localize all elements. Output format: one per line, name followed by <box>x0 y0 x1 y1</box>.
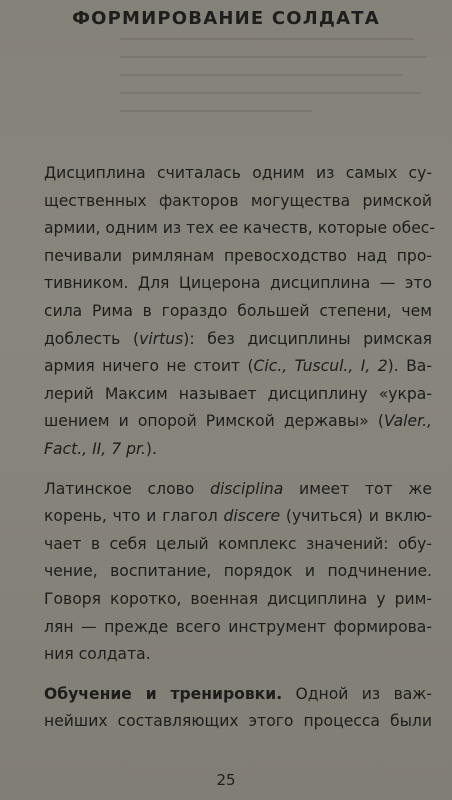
italic-text: Fact., II, 7 pr. <box>44 439 146 458</box>
text-segment: ): без дисциплины римская <box>183 329 433 348</box>
text-line <box>20 436 432 464</box>
text-segment: имеет тот же <box>283 479 433 498</box>
text-segment: лян — прежде всего инструмент формирова- <box>44 617 432 636</box>
italic-text: virtus <box>139 329 184 348</box>
paragraph <box>20 160 436 464</box>
text-segment: доблесть ( <box>44 329 140 348</box>
paragraph <box>20 681 432 736</box>
text-line <box>20 270 432 298</box>
text-segment: нейших составляющих этого процесса были <box>44 712 432 731</box>
text-line <box>20 476 432 504</box>
text-segment: Латинское слово <box>44 479 211 498</box>
text-line <box>20 160 432 188</box>
italic-text: discere <box>223 507 281 526</box>
text-segment: чает в себя целый комплекс значений: обу- <box>44 534 432 553</box>
running-header: ФОРМИРОВАНИЕ СОЛДАТА <box>72 8 380 29</box>
text-segment: сила Рима в гораздо большей степени, чем <box>44 301 432 320</box>
text-line <box>20 641 432 669</box>
text-line <box>20 586 432 614</box>
text-line <box>20 243 432 271</box>
text-segment: армия ничего не стоит ( <box>44 357 254 376</box>
paragraph <box>20 476 432 669</box>
text-line <box>20 708 432 736</box>
text-segment: чение, воспитание, порядок и подчинение. <box>44 562 432 581</box>
text-line <box>20 381 432 409</box>
bold-heading: Обучение и тренировки. <box>44 684 283 703</box>
italic-text: Cic., Tuscul., I, 2 <box>253 357 388 376</box>
text-segment: корень, что и глагол <box>44 507 224 526</box>
text-segment: ). <box>145 439 157 458</box>
text-line <box>20 503 432 531</box>
text-segment: Дисциплина считалась одним из самых су- <box>44 164 432 182</box>
text-segment: шением и опорой Римской державы» ( <box>44 412 384 431</box>
text-line <box>20 298 432 326</box>
body-text <box>20 160 436 736</box>
text-segment: печивали римлянам превосходство над про- <box>44 246 432 265</box>
text-segment: лерий Максим называет дисциплину «укра- <box>44 384 432 403</box>
text-line <box>20 408 432 436</box>
text-segment: ). Ва- <box>387 357 432 376</box>
page-number: 25 <box>216 771 236 789</box>
text-segment: (учиться) и вклю- <box>280 507 432 526</box>
text-segment: тивником. Для Цицерона дисциплина — это <box>44 274 432 293</box>
text-segment: армии, одним из тех ее качеств, которые обес- <box>44 219 436 238</box>
bleed-through-text <box>120 38 440 138</box>
text-line <box>20 215 436 243</box>
text-line <box>20 531 432 559</box>
italic-text: disciplina <box>210 479 284 498</box>
text-line <box>20 558 432 586</box>
text-segment: щественных факторов могущества римской <box>44 191 432 210</box>
text-line <box>20 188 432 216</box>
text-line <box>20 353 432 381</box>
text-segment: Одной из важ- <box>282 684 432 703</box>
text-line <box>20 326 432 354</box>
text-segment: Говоря коротко, военная дисциплина у рим- <box>44 589 432 608</box>
italic-text: Valer., <box>383 412 432 431</box>
text-line <box>20 614 432 642</box>
text-segment: ния солдата. <box>44 645 151 664</box>
text-line <box>20 681 432 709</box>
